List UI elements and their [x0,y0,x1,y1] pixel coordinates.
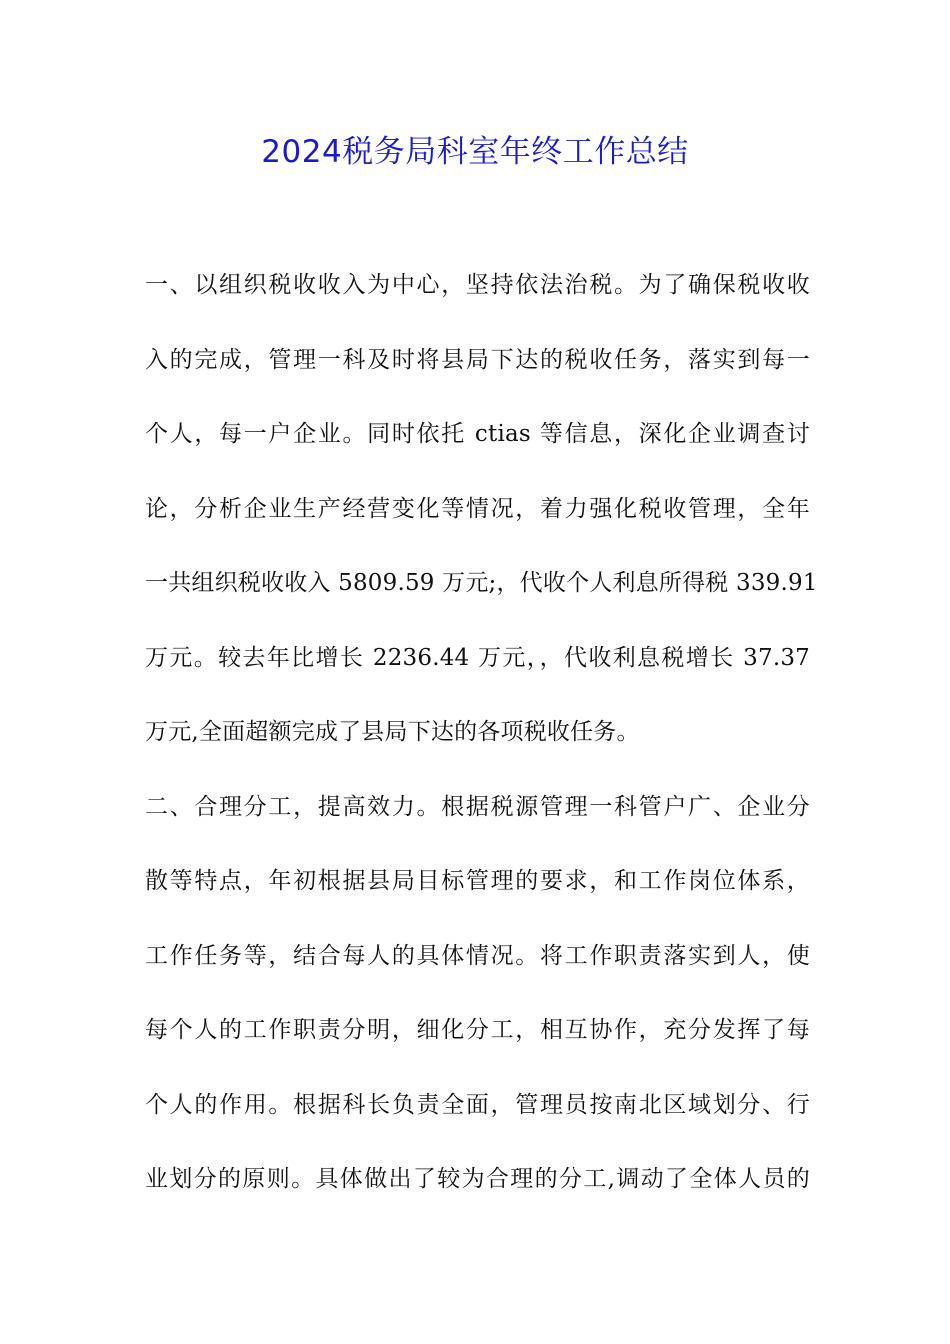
text-line: 工作任务等，结合每人的具体情况。将工作职责落实到人，使 [145,942,810,969]
text-line: 个人，每一户企业。同时依托 ctias 等信息，深化企业调查讨 [145,421,810,447]
text-line: 业划分的原则。具体做出了较为合理的分工,调动了全体人员的 [145,1166,810,1192]
text-line: 二、合理分工，提高效力。根据税源管理一科管户广、企业分 [145,793,810,820]
text-line: 论，分析企业生产经营变化等情况，着力强化税收管理，全年 [145,495,810,522]
document-body [145,262,818,1231]
text-line: 每个人的工作职责分明，细化分工，相互协作，充分发挥了每 [145,1017,810,1043]
text-line: 万元。较去年比增长 2236.44 万元，，代收利息税增长 37.37 [145,644,810,671]
text-line: 个人的作用。根据科长负责全面，管理员按南北区域划分、行 [145,1091,810,1118]
text-line: 散等特点，年初根据县局目标管理的要求，和工作岗位体系， [145,868,810,894]
text-line: 一、以组织税收收入为中心，坚持依法治税。为了确保税收收 [145,272,810,298]
text-line: 万元,全面超额完成了县局下达的各项税收任务。 [145,719,640,745]
text-line: 入的完成，管理一科及时将县局下达的税收任务，落实到每一 [145,346,810,373]
text-line: 一共组织税收收入 5809.59 万元;，代收个人利息所得税 339.91 [145,570,818,596]
document-title: 2024税务局科室年终工作总结 [261,134,689,170]
